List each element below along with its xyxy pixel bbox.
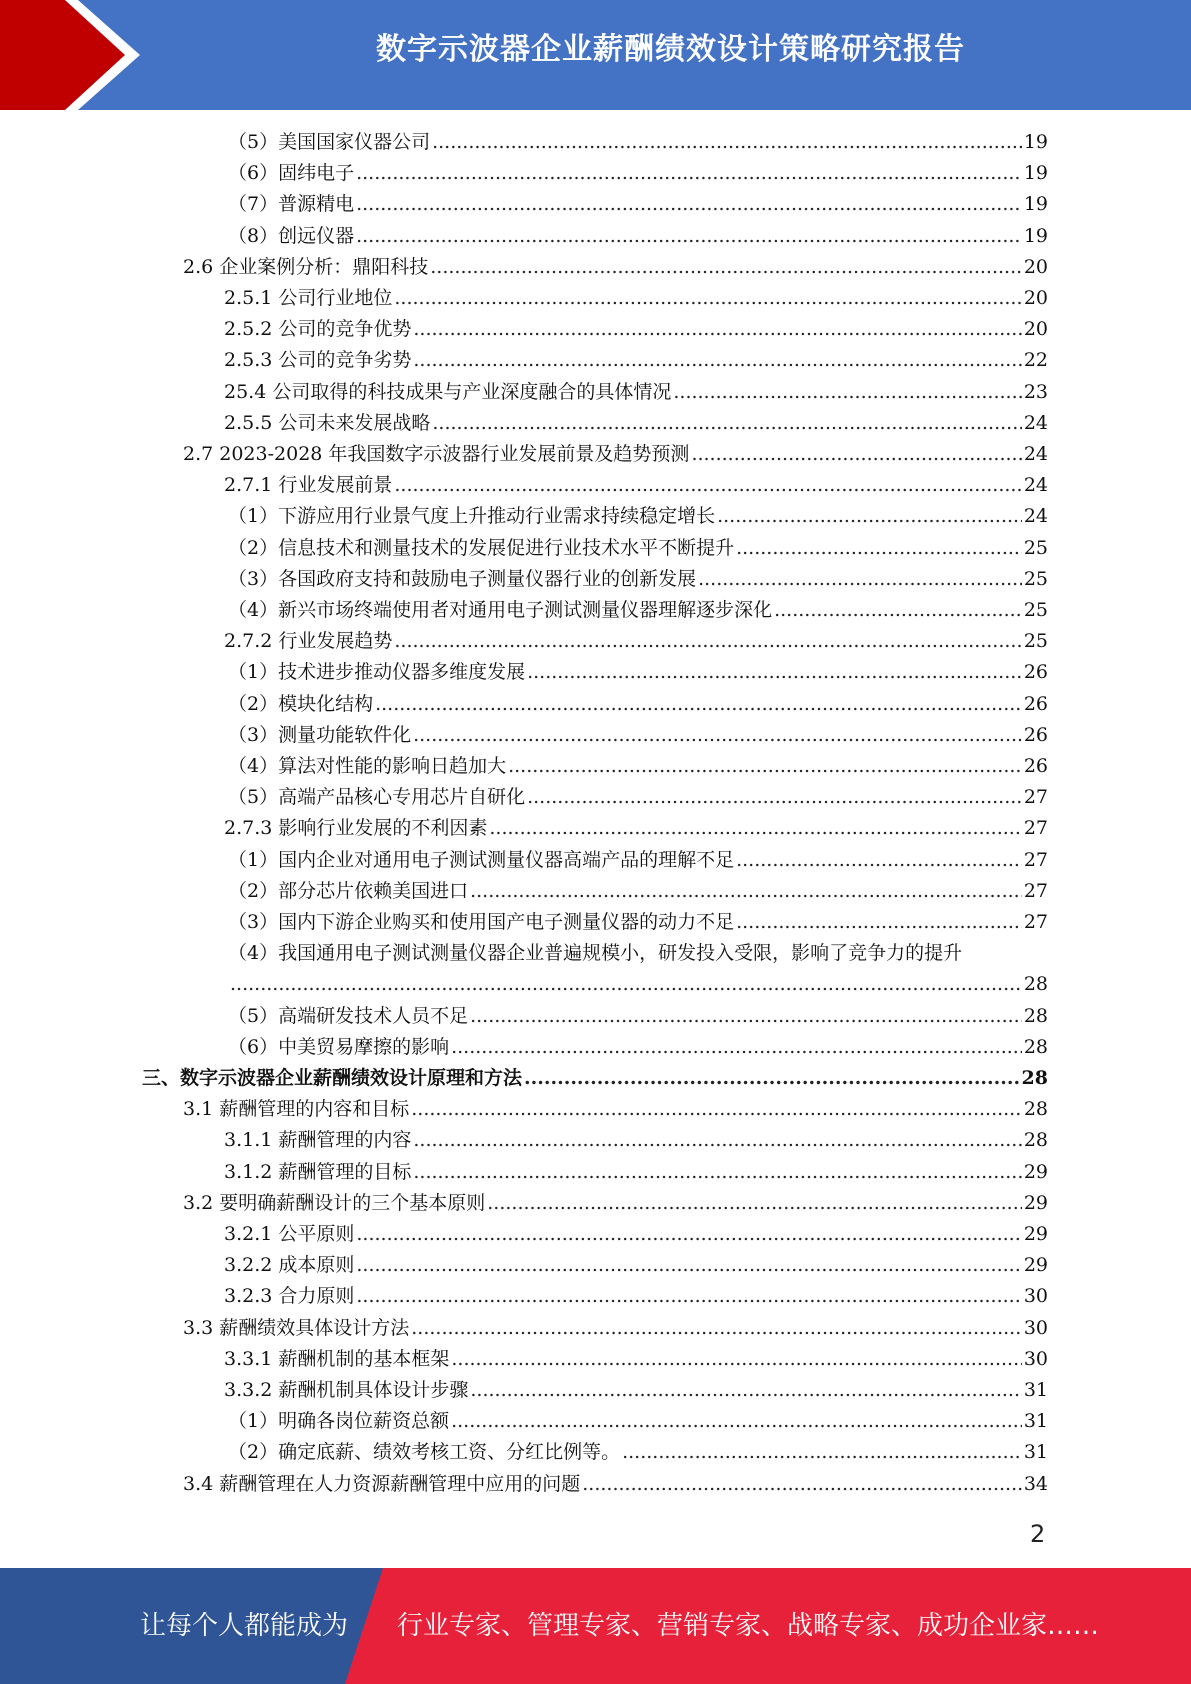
toc-entry-title: 2.7 2023-2028 年我国数字示波器行业发展前景及趋势预测 xyxy=(183,443,690,465)
toc-leader-dots xyxy=(470,1375,1021,1405)
toc-leader-dots xyxy=(413,345,1021,375)
toc-entry[interactable] xyxy=(228,501,1048,531)
toc-leader-dots xyxy=(413,1125,1021,1155)
toc-entry-title: （3）测量功能软件化 xyxy=(228,723,412,746)
toc-entry-page: 27 xyxy=(1023,879,1048,902)
toc-entry-page: 29 xyxy=(1023,1160,1048,1183)
toc-entry-page: 24 xyxy=(1023,411,1048,434)
toc-entry-page: 20 xyxy=(1023,255,1048,278)
toc-leader-dots xyxy=(411,1094,1022,1124)
toc-entry-title: （5）高端研发技术人员不足 xyxy=(228,1004,469,1027)
toc-leader-dots xyxy=(413,1157,1021,1187)
footer-slogan-left: 让每个人都能成为 xyxy=(140,1611,349,1641)
toc-leader-dots xyxy=(394,626,1021,656)
toc-entry-title: （5）高端产品核心专用芯片自研化 xyxy=(228,786,526,809)
toc-entry-page: 26 xyxy=(1023,661,1048,684)
toc-leader-dots xyxy=(736,845,1022,875)
footer-slogan-right: 行业专家、管理专家、营销专家、战略专家、成功企业家…… xyxy=(397,1611,1100,1641)
toc-leader-dots xyxy=(356,1281,1021,1311)
toc-entry-page: 27 xyxy=(1023,786,1048,809)
toc-leader-dots xyxy=(356,1219,1021,1249)
page-footer xyxy=(0,1568,1191,1684)
toc-entry-title: （2）模块化结构 xyxy=(228,692,374,715)
toc-entry-page: 25 xyxy=(1023,536,1048,559)
toc-entry-page: 31 xyxy=(1023,1441,1048,1464)
toc-leader-dots xyxy=(698,564,1022,594)
toc-leader-dots xyxy=(394,283,1021,313)
toc-leader-dots xyxy=(691,439,1021,469)
toc-entry-title: 3.2.3 合力原则 xyxy=(224,1285,355,1308)
toc-entry[interactable] xyxy=(228,595,1048,625)
toc-entry-title: 2.5.1 公司行业地位 xyxy=(224,287,393,309)
toc-entry-page: 19 xyxy=(1023,224,1048,247)
toc-entry[interactable] xyxy=(224,1219,1048,1249)
toc-leader-dots xyxy=(487,1188,1022,1218)
page-number: 2 xyxy=(1030,1520,1046,1548)
toc-entry-title: 3.2.1 公平原则 xyxy=(224,1223,355,1245)
toc-entry-page: 20 xyxy=(1023,318,1048,341)
toc-entry-title: 2.6 企业案例分析：鼎阳科技 xyxy=(183,255,429,278)
toc-entry[interactable] xyxy=(183,1313,1048,1343)
page-header xyxy=(0,0,1191,110)
toc-leader-dots xyxy=(524,1063,1020,1093)
toc-entry[interactable] xyxy=(228,969,1048,999)
toc-leader-dots xyxy=(736,907,1022,937)
toc-entry[interactable] xyxy=(224,408,1048,438)
toc-entry-title: （4）我国通用电子测试测量仪器企业普遍规模小，研发投入受限，影响了竞争力的提升 xyxy=(228,942,963,965)
toc-entry[interactable] xyxy=(224,1125,1048,1155)
toc-entry-page: 22 xyxy=(1023,349,1048,372)
toc-entry[interactable] xyxy=(228,720,1048,750)
toc-entry[interactable] xyxy=(228,564,1048,594)
toc-entry[interactable] xyxy=(224,1250,1048,1280)
toc-entry[interactable] xyxy=(224,1344,1048,1374)
toc-entry-title: （3）各国政府支持和鼓励电子测量仪器行业的创新发展 xyxy=(228,567,697,590)
toc-entry-title: （2）部分芯片依赖美国进口 xyxy=(228,879,469,902)
toc-leader-dots xyxy=(394,470,1021,500)
toc-leader-dots xyxy=(430,252,1022,282)
toc-entry-title: （3）国内下游企业购买和使用国产电子测量仪器的动力不足 xyxy=(228,911,735,933)
header-arrow-decoration xyxy=(0,0,150,110)
toc-leader-dots xyxy=(356,221,1022,251)
toc-entry[interactable] xyxy=(224,1157,1048,1187)
toc-leader-dots xyxy=(413,720,1022,750)
toc-entry[interactable] xyxy=(228,657,1048,687)
toc-entry[interactable] xyxy=(228,1001,1048,1031)
toc-entry-title: （6）中美贸易摩擦的影响 xyxy=(228,1035,450,1058)
toc-entry-title: 3.1 薪酬管理的内容和目标 xyxy=(183,1098,410,1121)
toc-entry[interactable] xyxy=(228,876,1048,906)
toc-leader-dots xyxy=(230,969,1022,999)
toc-entry-page: 31 xyxy=(1023,1379,1048,1401)
toc-entry-page: 25 xyxy=(1023,599,1048,621)
toc-entry-title: （2）确定底薪、绩效考核工资、分红比例等。 xyxy=(228,1441,621,1464)
toc-leader-dots xyxy=(622,1437,1022,1467)
toc-leader-dots xyxy=(736,533,1022,563)
toc-entry-title: 2.7.1 行业发展前景 xyxy=(224,474,393,497)
toc-leader-dots xyxy=(470,1001,1022,1031)
toc-entry-title: 2.5.3 公司的竞争劣势 xyxy=(224,349,412,372)
toc-entry-page: 29 xyxy=(1023,1191,1048,1214)
toc-entry[interactable] xyxy=(224,1281,1048,1311)
toc-entry[interactable] xyxy=(228,782,1048,812)
toc-leader-dots xyxy=(375,689,1022,719)
toc-entry[interactable] xyxy=(224,345,1048,375)
toc-entry-page: 34 xyxy=(1023,1472,1048,1495)
toc-leader-dots xyxy=(527,657,1022,687)
toc-entry[interactable] xyxy=(224,314,1048,344)
toc-entry[interactable] xyxy=(183,1188,1048,1218)
toc-entry-page: 27 xyxy=(1023,848,1048,871)
toc-leader-dots xyxy=(411,1313,1022,1343)
toc-entry[interactable] xyxy=(224,1375,1048,1405)
toc-leader-dots xyxy=(489,813,1021,843)
toc-entry-page: 28 xyxy=(1023,1004,1048,1027)
toc-entry-title: （7）普源精电 xyxy=(228,193,355,216)
toc-entry-page: 20 xyxy=(1023,287,1048,309)
toc-entry[interactable] xyxy=(228,845,1048,875)
toc-entry-title: 3.3 薪酬绩效具体设计方法 xyxy=(183,1316,410,1339)
toc-leader-dots xyxy=(356,1250,1021,1280)
toc-entry-page: 31 xyxy=(1023,1410,1048,1433)
toc-entry[interactable] xyxy=(228,189,1048,219)
toc-entry-title: 3.2 要明确薪酬设计的三个基本原则 xyxy=(183,1191,486,1214)
toc-leader-dots xyxy=(451,1406,1022,1436)
toc-entry[interactable] xyxy=(228,1406,1048,1436)
toc-leader-dots xyxy=(527,782,1022,812)
toc-leader-dots xyxy=(582,1469,1022,1499)
toc-entry-page: 30 xyxy=(1023,1347,1048,1370)
toc-entry[interactable] xyxy=(228,127,1048,157)
toc-leader-dots xyxy=(451,1344,1021,1374)
toc-entry-page: 25 xyxy=(1023,567,1048,590)
toc-entry-page: 29 xyxy=(1023,1223,1048,1245)
toc-entry-page: 19 xyxy=(1023,131,1048,153)
toc-entry-page: 24 xyxy=(1023,443,1048,465)
toc-entry[interactable] xyxy=(228,907,1048,937)
toc-entry-page: 24 xyxy=(1023,474,1048,497)
toc-entry-title: （1）国内企业对通用电子测试测量仪器高端产品的理解不足 xyxy=(228,848,735,871)
toc-entry-title: （5）美国国家仪器公司 xyxy=(228,131,431,153)
toc-entry-title: （2）信息技术和测量技术的发展促进行业技术水平不断提升 xyxy=(228,536,735,559)
toc-entry-title: 25.4 公司取得的科技成果与产业深度融合的具体情况 xyxy=(224,380,672,403)
toc-entry-page: 28 xyxy=(1023,1098,1048,1121)
toc-leader-dots xyxy=(432,127,1022,157)
toc-leader-dots xyxy=(508,751,1022,781)
toc-entry[interactable] xyxy=(142,1063,1048,1093)
header-title: 数字示波器企业薪酬绩效设计策略研究报告 xyxy=(376,32,965,67)
toc-entry[interactable] xyxy=(228,689,1048,719)
toc-entry-page: 26 xyxy=(1023,755,1048,777)
toc-entry-page: 19 xyxy=(1023,193,1048,216)
toc-entry-title: 3.4 薪酬管理在人力资源薪酬管理中应用的问题 xyxy=(183,1472,581,1495)
toc-entry-title: 2.5.5 公司未来发展战略 xyxy=(224,411,431,434)
toc-entry-page: 30 xyxy=(1023,1285,1048,1308)
toc-entry-title: 2.7.3 影响行业发展的不利因素 xyxy=(224,817,488,840)
toc-entry-page: 28 xyxy=(1023,1129,1048,1152)
toc-entry[interactable] xyxy=(224,377,1048,407)
toc-entry[interactable] xyxy=(183,252,1048,282)
toc-entry[interactable] xyxy=(183,1469,1048,1499)
toc-entry-title: 3.1.2 薪酬管理的目标 xyxy=(224,1160,412,1183)
toc-entry-page: 27 xyxy=(1023,817,1048,840)
toc-leader-dots xyxy=(774,595,1022,625)
toc-entry-title: （6）固纬电子 xyxy=(228,162,355,185)
toc-entry-title: 2.7.2 行业发展趋势 xyxy=(224,630,393,653)
toc-entry-page: 26 xyxy=(1023,692,1048,715)
toc-entry[interactable] xyxy=(228,533,1048,563)
toc-entry-title: （4）新兴市场终端使用者对通用电子测试测量仪器理解逐步深化 xyxy=(228,599,773,621)
toc-leader-dots xyxy=(717,501,1022,531)
toc-entry-page: 27 xyxy=(1023,911,1048,933)
toc-entry[interactable] xyxy=(228,1032,1048,1062)
toc-entry-title: （1）明确各岗位薪资总额 xyxy=(228,1410,450,1433)
toc-entry[interactable] xyxy=(224,813,1048,843)
toc-leader-dots xyxy=(432,408,1021,438)
toc-leader-dots xyxy=(470,876,1022,906)
toc-entry-title: （8）创远仪器 xyxy=(228,224,355,247)
toc-entry[interactable] xyxy=(224,470,1048,500)
toc-entry[interactable] xyxy=(183,1094,1048,1124)
toc-entry-title: 3.3.2 薪酬机制具体设计步骤 xyxy=(224,1379,469,1401)
toc-entry-page: 29 xyxy=(1023,1254,1048,1277)
toc-entry-title: 2.5.2 公司的竞争优势 xyxy=(224,318,412,341)
toc-entry[interactable] xyxy=(228,751,1048,781)
toc-entry[interactable] xyxy=(228,221,1048,251)
toc-entry-title: 3.1.1 薪酬管理的内容 xyxy=(224,1129,412,1152)
toc-entry[interactable] xyxy=(224,626,1048,656)
toc-entry-title: （4）算法对性能的影响日趋加大 xyxy=(228,755,507,777)
toc-leader-dots xyxy=(413,314,1021,344)
toc-entry-page: 19 xyxy=(1023,162,1048,185)
toc-entry[interactable] xyxy=(183,439,1048,469)
toc-leader-dots xyxy=(673,377,1021,407)
toc-entry-title: （1）下游应用行业景气度上升推动行业需求持续稳定增长 xyxy=(228,505,716,528)
toc-entry[interactable] xyxy=(228,938,1048,968)
toc-entry-page: 28 xyxy=(1023,1035,1048,1058)
toc-entry-page: 26 xyxy=(1023,723,1048,746)
toc-leader-dots xyxy=(451,1032,1022,1062)
toc-entry[interactable] xyxy=(228,158,1048,188)
toc-leader-dots xyxy=(356,189,1022,219)
toc-entry-title: 3.2.2 成本原则 xyxy=(224,1254,355,1277)
toc-entry[interactable] xyxy=(228,1437,1048,1467)
toc-entry-page: 23 xyxy=(1023,380,1048,403)
toc-entry-page: 24 xyxy=(1023,505,1048,528)
toc-entry-page: 30 xyxy=(1023,1316,1048,1339)
toc-entry-title: 3.3.1 薪酬机制的基本框架 xyxy=(224,1347,450,1370)
toc-entry-page: 28 xyxy=(1023,973,1048,996)
toc-entry-page: 28 xyxy=(1021,1067,1048,1089)
toc-entry-title: （1）技术进步推动仪器多维度发展 xyxy=(228,661,526,684)
toc-entry-title: 三、数字示波器企业薪酬绩效设计原理和方法 xyxy=(142,1067,523,1089)
toc-leader-dots xyxy=(356,158,1022,188)
toc-entry-page: 25 xyxy=(1023,630,1048,653)
toc-entry[interactable] xyxy=(224,283,1048,313)
